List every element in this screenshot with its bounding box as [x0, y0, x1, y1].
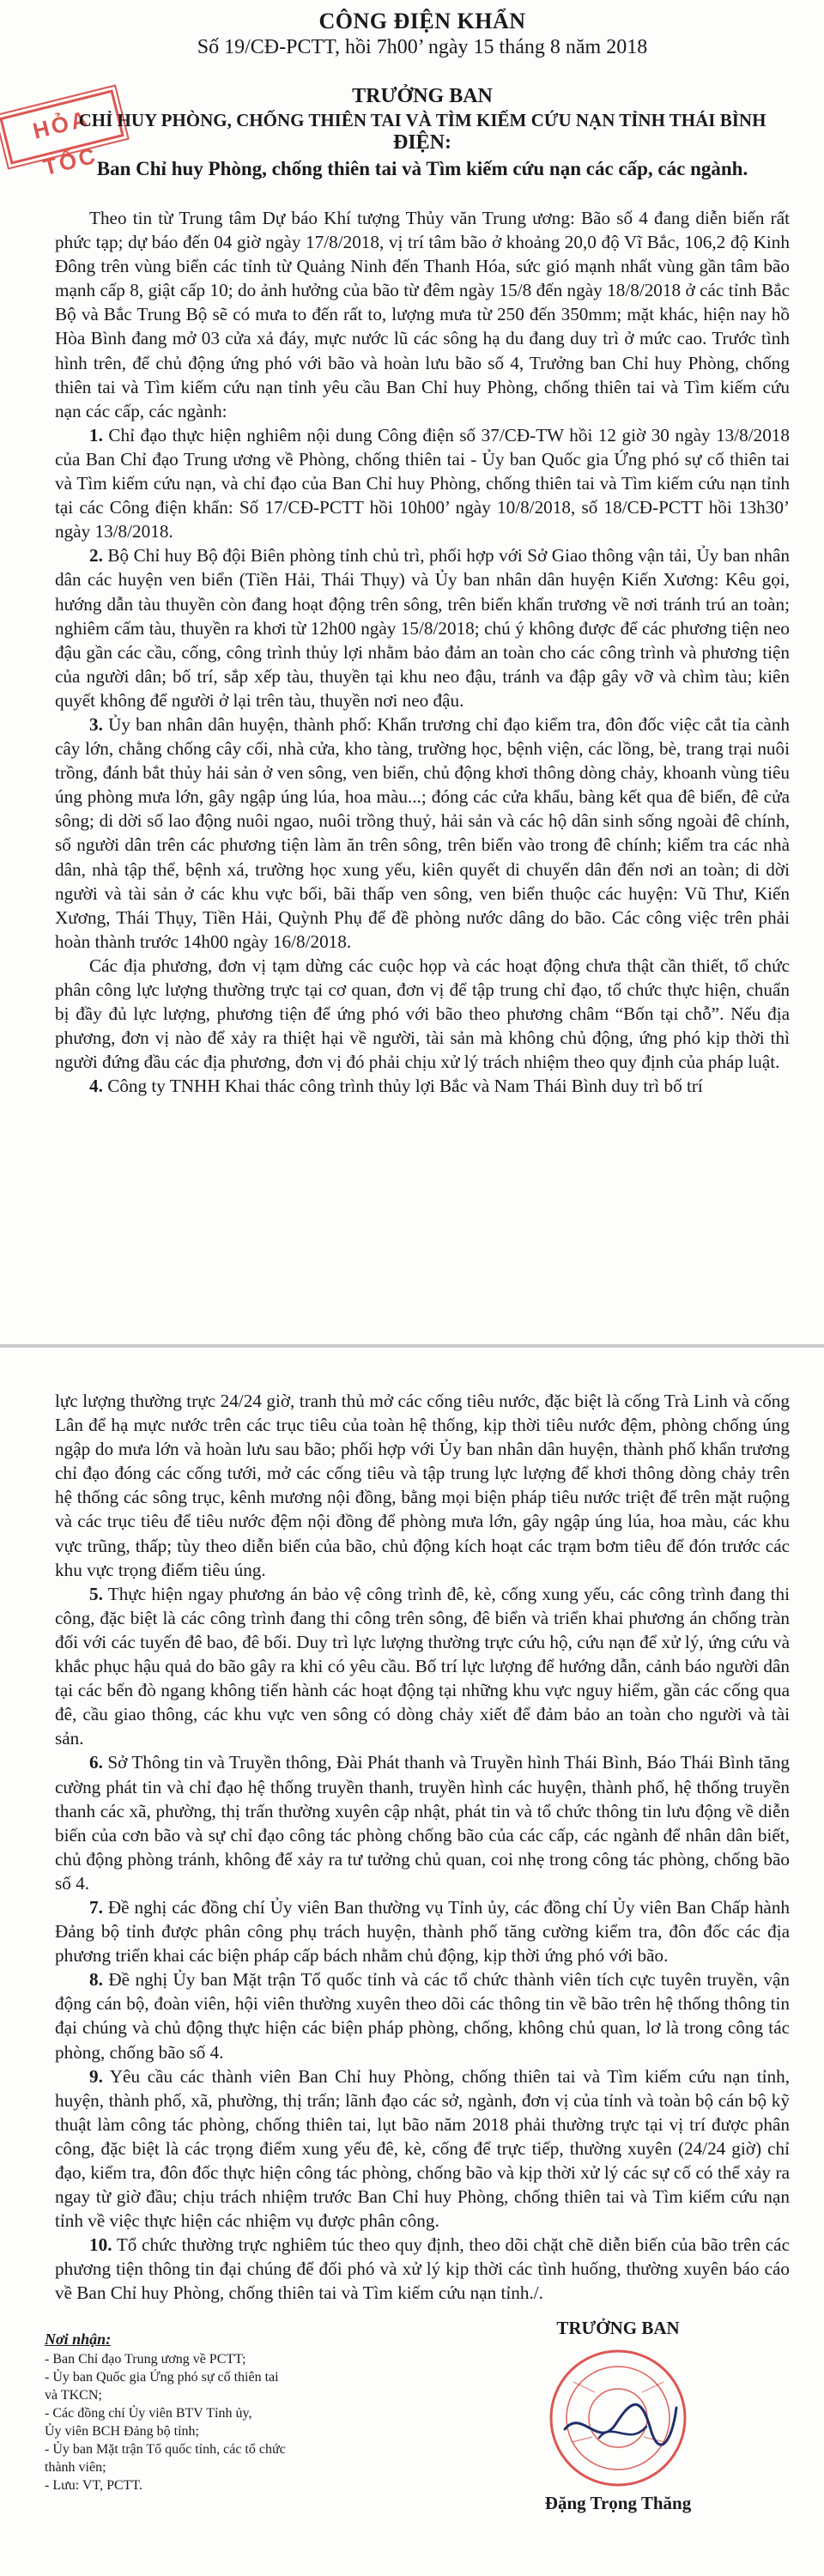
recipient-line: - Ban Chỉ đạo Trung ương về PCTT; — [45, 2352, 246, 2367]
recipient-line: - Ủy ban Quốc gia Ứng phó sự cố thiên tai — [45, 2370, 279, 2385]
item-text: Bộ Chỉ huy Bộ đội Biên phòng tỉnh chủ trì, phối hợp với Sở Giao thông vận tải, Ủy ban nhân dân các huyện ven biển (Tiền Hải, Thái Thụy) và Ủy ban nhân dân huyện Kiến Xương: Kêu gọi, hướng dẫn tàu thuyền còn đang hoạt động trên sông, trên biển khẩn trương về nơi tránh trú an toàn; nghiêm cấm tàu, thuyền ra khơi từ 12h00 ngày 15/8/2018; chú ý không được để các phương tiện neo đậu gần các cầu, cống, công trình thủy lợi nhằm bảo đảm an toàn cho các công trình và phương tiện của người dân; bố trí, sắp xếp tàu, thuyền tại khu neo đậu, tránh va đập gây vỡ và chìm tàu; kiên quyết không để người ở lại trên tàu, thuyền nơi neo đậu. — [55, 545, 791, 711]
recipients-title: Nơi nhận: — [45, 2331, 112, 2348]
item-text: Thực hiện ngay phương án bảo vệ công trình đê, kè, cống xung yếu, các công trình đang thi công, đặc biệt là các công trình đang thi công trên sông, đê biển và triển khai phương án chống tràn đối với các tuyến đê bao, đê bối. Duy trì lực lượng thường trực cứu hộ, cứu nạn để xử lý, ứng cứu và khắc phục hậu quả do bão gây ra khi có yêu cầu. Bố trí lực lượng để hướng dẫn, cảnh báo người dân tại các bến đò ngang không tiến hành các hoạt động tại những khu vực nguy hiểm, gần các cống qua đê, cầu giao thông, các khu vực ven sông có dòng chảy xiết để đảm bảo an toàn cho người và tài sản. — [55, 1583, 790, 1749]
list-item — [55, 1895, 790, 1967]
official-seal — [548, 2348, 689, 2489]
sender-title: TRƯỞNG BAN — [352, 85, 493, 107]
item-number: 2. — [89, 545, 103, 567]
item-text: Chỉ đạo thực hiện nghiêm nội dung Công điện số 37/CĐ-TW hồi 12 giờ 30 ngày 13/8/2018 của Ban Chỉ đạo Trung ương về Phòng, chống thiên tai - Ủy ban Quốc gia Ứng phó sự cố thiên tai và Tìm kiếm cứu nạn, và chỉ đạo của Ban Chỉ huy Phòng, chống thiên tai và Tìm kiếm cứu nạn tỉnh tại các Công điện khẩn: Số 17/CĐ-PCTT hồi 10h00’ ngày 10/8/2018, số 18/CĐ-PCTT hồi 13h30’ ngày 13/8/2018. — [55, 424, 790, 542]
document-title: CÔNG ĐIỆN KHẨN — [318, 9, 526, 33]
item-number: 9. — [89, 2065, 103, 2087]
sender-suffix: ĐIỆN: — [392, 131, 451, 154]
item-text: Ủy ban nhân dân huyện, thành phố: Khẩn trương chỉ đạo kiểm tra, đôn đốc việc cắt tỉa cành cây lớn, chằng chống cây cối, nhà cửa, kho tàng, trường học, bệnh viện, các lồng, bè, trang trại nuôi trồng, đánh bắt thủy hải sản ở ven sông, ven biển, chủ động khơi thông dòng chảy, khoanh vùng tiêu úng phòng mưa lớn, gây ngập úng lúa, hoa màu...; đóng các cửa khẩu, bàng kết qua đê biển, đê cửa sông; di dời số lao động nuôi ngao, nuôi trồng thuỷ, hải sản và các hộ dân sinh sống ngoài đê chính, số người dân trên các phương tiện làm ăn trên sông, trên biển vào trong đê chính; kiểm tra các nhà dân, nhà tập thể, bệnh xá, trường học xung yếu, kiên quyết di chuyển dân đến nơi an toàn; di dời người và tài sản ở các khu vực bối, bãi thấp ven sông, ven biển thuộc các huyện: Vũ Thư, Kiến Xương, Thái Thụy, Tiền Hải, Quỳnh Phụ để đề phòng nước dâng do bão. Các công việc trên phải hoàn thành trước 14h00 ngày 16/8/2018. — [55, 713, 791, 952]
document-body-page-2 — [55, 1389, 790, 2306]
item-number: 6. — [89, 1752, 103, 1773]
item-continuation: lực lượng thường trực 24/24 giờ, tranh thủ mở các cống tiêu nước, đặc biệt là cống Trà Linh và cống Lân để hạ mực nước trên các trục tiêu của toàn hệ thống, kịp thời tiêu nước đệm, phòng chống úng ngập do mưa lớn và hoàn lưu sau bão; phối hợp với Ủy ban nhân dân huyện, thành phố khẩn trương chỉ đạo đóng các cống tưới, mở các cống tiêu và tập trung lực lượng để khơi thông dòng chảy trên hệ thống các sông trục, kênh mương nội đồng, bằng mọi biện pháp tiêu nước triệt để trên mặt ruộng và các trục tiêu để tiêu nước đệm nội đồng để phòng mưa lớn, gây ngập úng lúa, hoa màu, các khu vực trũng, thấp; tùy theo diễn biến của bão, chủ động kích hoạt các trạm bơm tiêu để đón trước các khu vực trọng điểm tiêu úng. — [55, 1391, 790, 1580]
item-text: Sở Thông tin và Truyền thông, Đài Phát thanh và Truyền hình Thái Bình, Báo Thái Bình tăng cường phát tin và chỉ đạo hệ thống truyền thanh, truyền hình các huyện, thành phố, hệ thống truyền thanh các xã, phường, thị trấn thường xuyên cập nhật, phát tin và tổ chức thông tin lưu động về diễn biến của cơn bão và sự chỉ đạo công tác phòng chống bão của các cấp, các ngành để nhân dân biết, chủ động phòng tránh, không để xảy ra tư tưởng chủ quan, coi nhẹ trong công tác phòng, chống bão số 4. — [55, 1752, 791, 1894]
localities-paragraph: Các địa phương, đơn vị tạm dừng các cuộc họp và các hoạt động chưa thật cần thiết, tổ chức phân công lực lượng thường trực tại cơ quan, đơn vị để tập trung chỉ đạo, tổ chức thực hiện, chuẩn bị đầy đủ lực lượng, phương tiện để ứng phó với bão theo phương châm “Bốn tại chỗ”. Nếu địa phương, đơn vị nào để xảy ra thiệt hại về người, tài sản mà không chủ động, ứng phó kịp thời thì người đứng đầu các địa phương, đơn vị đó phải chịu xử lý trách nhiệm theo quy định của pháp luật. — [55, 955, 790, 1073]
document-body-page-1 — [55, 206, 790, 1098]
item-number: 8. — [89, 1969, 103, 1991]
recipients-block — [45, 2331, 328, 2494]
item-text: Công ty TNHH Khai thác công trình thủy lợi Bắc và Nam Thái Bình duy trì bố trí — [107, 1076, 703, 1097]
item-text: Yêu cầu các thành viên Ban Chỉ huy Phòng, chống thiên tai và Tìm kiếm cứu nạn tỉnh, huyện, thành phố, xã, phường, thị trấn; lãnh đạo các sở, ngành, đơn vị của tỉnh và toàn bộ cán bộ kỹ thuật làm công tác phòng, chống thiên tai, lụt bão năm 2018 phải thường trực tại vị trí được phân công, đặc biệt là các trọng điểm xung yếu đê, kè, cống để trực tiếp, thường xuyên (24/24 giờ) chỉ đạo, kiểm tra, đôn đốc thực hiện công tác phòng, chống bão và kịp thời xử lý các sự cố có thể xảy ra ngay từ giờ đầu; chịu trách nhiệm trước Ban Chỉ huy Phòng, chống thiên tai và Tìm kiếm cứu nạn tỉnh về việc thực hiện các nhiệm vụ được phân công. — [55, 2065, 790, 2232]
item-number: 10. — [89, 2234, 112, 2256]
list-item — [55, 1582, 790, 1751]
recipient-line: và TKCN; — [45, 2388, 102, 2403]
list-item — [55, 2233, 790, 2305]
signature-block — [481, 2318, 755, 2514]
item-text: Đề nghị các đồng chí Ủy viên Ban thường vụ Tỉnh ủy, các đồng chí Ủy viên Ban Chấp hành Đảng bộ tỉnh được phân công phụ trách huyện, thành phố tăng cường kiểm tra, đôn đốc các địa phương triển khai các biện pháp cấp bách nhằm chủ động, kịp thời ứng phó với bão. — [55, 1896, 791, 1967]
recipient-line: - Lưu: VT, PCTT. — [45, 2478, 142, 2493]
list-item — [55, 1967, 790, 2064]
item-text: Tổ chức thường trực nghiêm túc theo quy định, theo dõi chặt chẽ diễn biến của bão trên các phương tiện thông tin đại chúng để đối phó và xử lý kịp thời các tình huống, thường xuyên báo cáo về Ban Chỉ huy Phòng, chống thiên tai và Tìm kiếm cứu nạn tỉnh./. — [55, 2234, 790, 2304]
list-item — [55, 2064, 790, 2234]
list-item — [55, 712, 790, 954]
document-number: Số 19/CĐ-PCTT, hồi 7h00’ ngày 15 tháng 8 năm 2018 — [197, 36, 648, 58]
list-item — [55, 423, 790, 543]
sender-organization: CHỈ HUY PHÒNG, CHỐNG THIÊN TAI VÀ TÌM KIẾM CỨU NẠN TỈNH THÁI BÌNH — [78, 110, 766, 130]
recipient-line: Ủy viên BCH Đảng bộ tỉnh; — [45, 2424, 199, 2439]
signature-title: TRƯỞNG BAN — [556, 2318, 680, 2338]
recipient-line: thành viên; — [45, 2460, 106, 2475]
document-page-2 — [0, 1348, 824, 2576]
item-number: 3. — [89, 713, 103, 735]
item-number: 5. — [89, 1583, 103, 1604]
list-item — [55, 543, 790, 712]
intro-paragraph: Theo tin từ Trung tâm Dự báo Khí tượng Thủy văn Trung ương: Bão số 4 đang diễn biến rất phức tạp; dự báo đến 04 giờ ngày 17/8/2018, vị trí tâm bão ở khoảng 20,0 độ Vĩ Bắc, 106,2 độ Kinh Đông trên vùng biển các tỉnh từ Quảng Ninh đến Thanh Hóa, sức gió mạnh nhất vùng gần tâm bão mạnh cấp 8, giật cấp 10; do ảnh hưởng của bão từ đêm ngày 15/8 đến ngày 18/8/2018 ở các tỉnh Bắc Bộ và Bắc Trung Bộ sẽ có mưa to đến rất to, lượng mưa từ 250 đến 350mm; mặt khác, hiện nay hồ Hòa Bình đang mở 03 cửa xả đáy, mực nước lũ các sông hạ du đang duy trì ở mức cao. Trước tình hình trên, để chủ động ứng phó với bão và hoàn lưu bão số 4, Trưởng ban Chỉ huy Phòng, chống thiên tai và Tìm kiếm cứu nạn tỉnh yêu cầu Ban Chỉ huy Phòng, chống thiên tai và Tìm kiếm cứu nạn các cấp, các ngành: — [55, 208, 790, 421]
item-text: Đề nghị Ủy ban Mặt trận Tổ quốc tỉnh và các tổ chức thành viên tích cực tuyên truyền, vận động cán bộ, đoàn viên, hội viên thường xuyên theo dõi các thông tin về bão trên hệ thống thông tin đại chúng và chủ động thực hiện các biện pháp phòng, chống, không chủ quan, lơ là trong công tác phòng, chống bão số 4. — [55, 1969, 790, 2063]
urgent-stamp: HỎA TỐC — [0, 89, 124, 164]
item-number: 1. — [89, 424, 103, 445]
list-item — [55, 1074, 790, 1098]
document-header — [55, 9, 790, 180]
item-number: 4. — [89, 1076, 103, 1097]
item-number: 7. — [89, 1896, 103, 1918]
recipient-line: - Các đồng chí Ủy viên BTV Tỉnh ủy, — [45, 2406, 252, 2421]
recipient-line: - Ủy ban Mặt trận Tổ quốc tỉnh, các tổ chức — [45, 2442, 286, 2457]
seal-icon — [548, 2348, 689, 2489]
list-item — [55, 1750, 790, 1895]
recipient-line: Ban Chỉ huy Phòng, chống thiên tai và Tìm kiếm cứu nạn các cấp, các ngành. — [96, 158, 748, 179]
signer-name: Đặng Trọng Thăng — [544, 2493, 692, 2513]
